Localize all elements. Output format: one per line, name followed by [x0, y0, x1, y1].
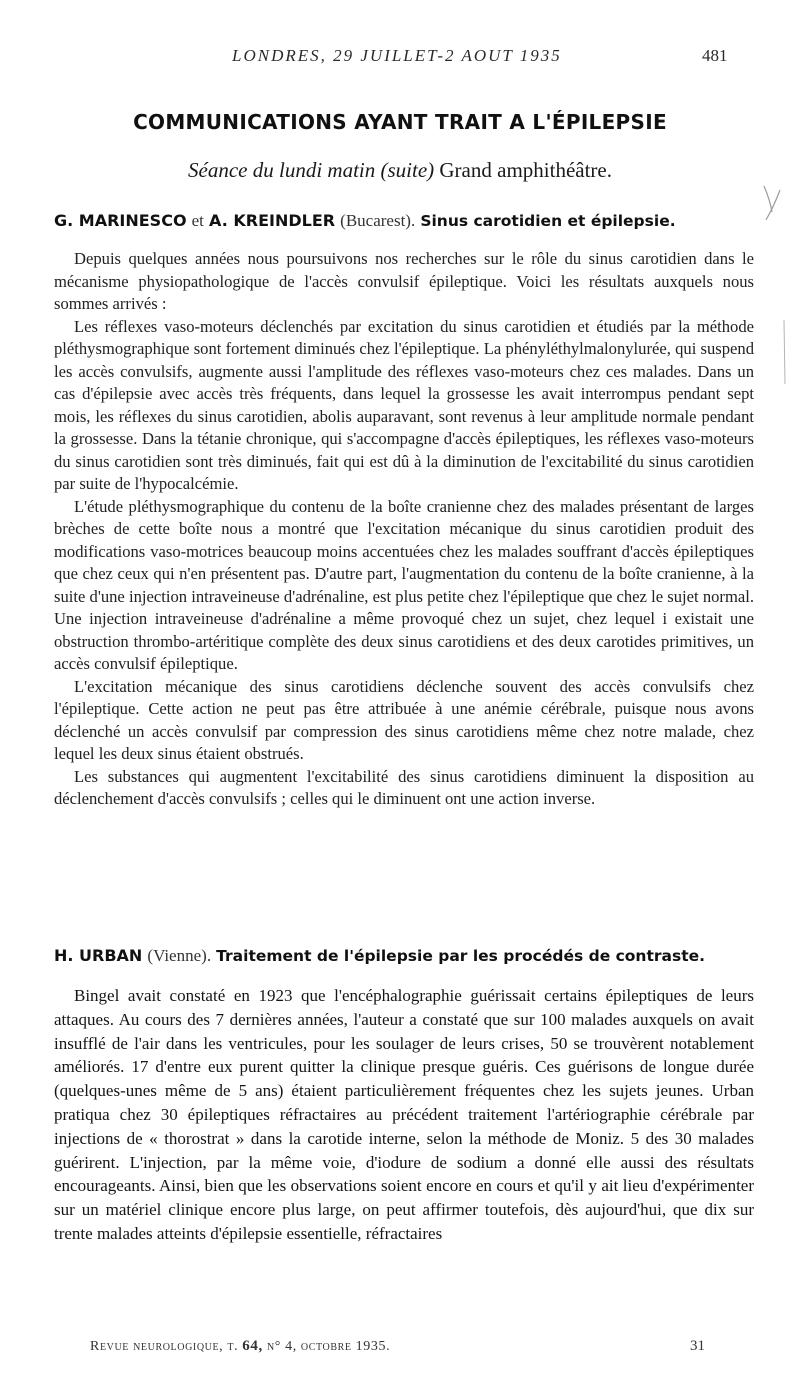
journal-reference — [90, 1338, 390, 1355]
article1-paragraph: Les substances qui augmentent l'excitabilité des sinus carotidiens diminuent la disposition au déclenchement d'accès convulsifs ; celles qui le diminuent ont une action inverse. — [54, 766, 754, 808]
article1-conjunction: et — [191, 211, 204, 230]
section-title: COMMUNICATIONS AYANT TRAIT A L'ÉPILEPSIE — [133, 110, 667, 134]
article1-paragraph: Les réflexes vaso-moteurs déclenchés par excitation du sinus carotidien et étudiés par la méthode pléthysmographique sont fortement diminués chez l'épileptique. La phényléthylmalonylurée, qui suspend les accès convulsifs, augmente aussi l'amplitude des réflexes vaso-moteurs chez ces malades. Dans un cas d'épilepsie avec accès très fréquents, dans lequel la grossesse les avait interrompus pendant sept mois, les réflexes du sinus carotidien, abolis auparavant, sont revenus à leur amplitude normale pendant la grossesse. Dans la tétanie chronique, qui s'accompagne d'accès épileptiques, les réflexes vaso-moteurs du sinus carotidien sont très diminués, fait qui est dû à la diminution de l'excitabilité du sinus carotidien par suite de l'hypocalcémie. — [54, 316, 754, 493]
session-subtitle-roman: Grand amphithéâtre. — [439, 158, 612, 182]
page-footer — [0, 1338, 800, 1362]
article1-author-2: A. KREINDLER — [209, 211, 336, 230]
article2-city: (Vienne). — [147, 946, 212, 965]
article2-author: H. URBAN — [54, 946, 143, 965]
session-subtitle — [0, 158, 800, 183]
article1-title: Sinus carotidien et épilepsie. — [420, 212, 676, 230]
article1-paragraph: L'étude pléthysmographique du contenu de la boîte cranienne chez des malades présentant de larges brèches de cette boîte nous a montré que l'excitation mécanique du sinus carotidien produit des modifications vaso-motrices beaucoup moins accentuées chez les malades souffrant d'accès épileptiques que chez ceux qui n'en présentent pas. D'autre part, l'augmentation du contenu de la boîte cranienne, à la suite d'une injection intraveineuse d'adrénaline, est plus petite chez l'épileptique que chez le sujet normal. Une injection intraveineuse d'adrénaline a même provoqué chez un sujet, chez lequel i existait une obstruction thrombo-artéritique complète des deux sinus carotidiens et des deux carotides primitives, un accès convulsif épileptique. — [54, 496, 754, 673]
signature-number: 31 — [690, 1338, 705, 1354]
article1-author-1: G. MARINESCO — [54, 211, 187, 230]
session-subtitle-italic: Séance du lundi matin (suite) — [188, 158, 435, 182]
article1-body — [54, 248, 754, 811]
article1-paragraph: Depuis quelques années nous poursuivons nos recherches sur le rôle du sinus carotidien dans le mécanisme physiopathologique de l'accès convulsif épileptique. Voici les résultats auxquels nous sommes arrivés : — [54, 249, 754, 313]
running-head-title: LONDRES, 29 JUILLET-2 AOUT 1935 — [232, 46, 562, 65]
journal-name: Revue neurologique, t. — [90, 1339, 239, 1354]
page-number: 481 — [702, 46, 728, 65]
article1-city: (Bucarest). — [340, 211, 416, 230]
article1-paragraph: L'excitation mécanique des sinus carotidiens déclenche souvent des accès convulsifs chez l'épileptique. Cette action ne peut pas être attribuée à une anémie cérébrale, puisque nous avons déclenché un accès convulsif par compression des sinus carotidiens même chez notre malade, chez lequel les deux sinus étaient obstrués. — [54, 676, 754, 763]
running-head — [0, 46, 800, 70]
article1-heading — [54, 211, 754, 231]
article2-heading — [54, 946, 754, 966]
margin-vertical-line — [780, 318, 790, 388]
margin-check-mark — [758, 180, 788, 230]
article2-body — [54, 984, 754, 1246]
article2-paragraph: Bingel avait constaté en 1923 que l'encéphalographie guérissait certains épileptiques de leurs attaques. Au cours des 7 dernières années, l'auteur a constaté que sur 100 malades auxquels on avait insufflé de l'air dans les ventricules, pour les soulager de leurs crises, 50 se trouvèrent notablement améliorés. 17 d'entre eux purent quitter la clinique presque guéris. Ces guérisons de longue durée (quelques-unes même de 5 ans) étaient particulièrement fréquentes chez les sujets jeunes. Urban pratiqua chez 30 épileptiques réfractaires au précédent traitement l'artériographie cérébrale par injections de « thorostrat » dans la carotide interne, selon la méthode de Moniz. 5 des 30 malades guérirent. L'injection, par la même voie, d'iodure de sodium a donné elle aussi des résultats encourageants. Ainsi, bien que les observations soient encore en cours et qu'il y ait lieu d'expérimenter sur un matériel clinique encore plus large, on peut affirmer toutefois, dès aujourd'hui, que dix sur trente malades atteints d'épilepsie essentielle, réfractaires — [54, 986, 754, 1243]
journal-volume: 64, — [242, 1338, 263, 1354]
journal-issue: n° 4, octobre 1935. — [266, 1339, 391, 1354]
article2-title: Traitement de l'épilepsie par les procédés de contraste. — [216, 947, 706, 965]
